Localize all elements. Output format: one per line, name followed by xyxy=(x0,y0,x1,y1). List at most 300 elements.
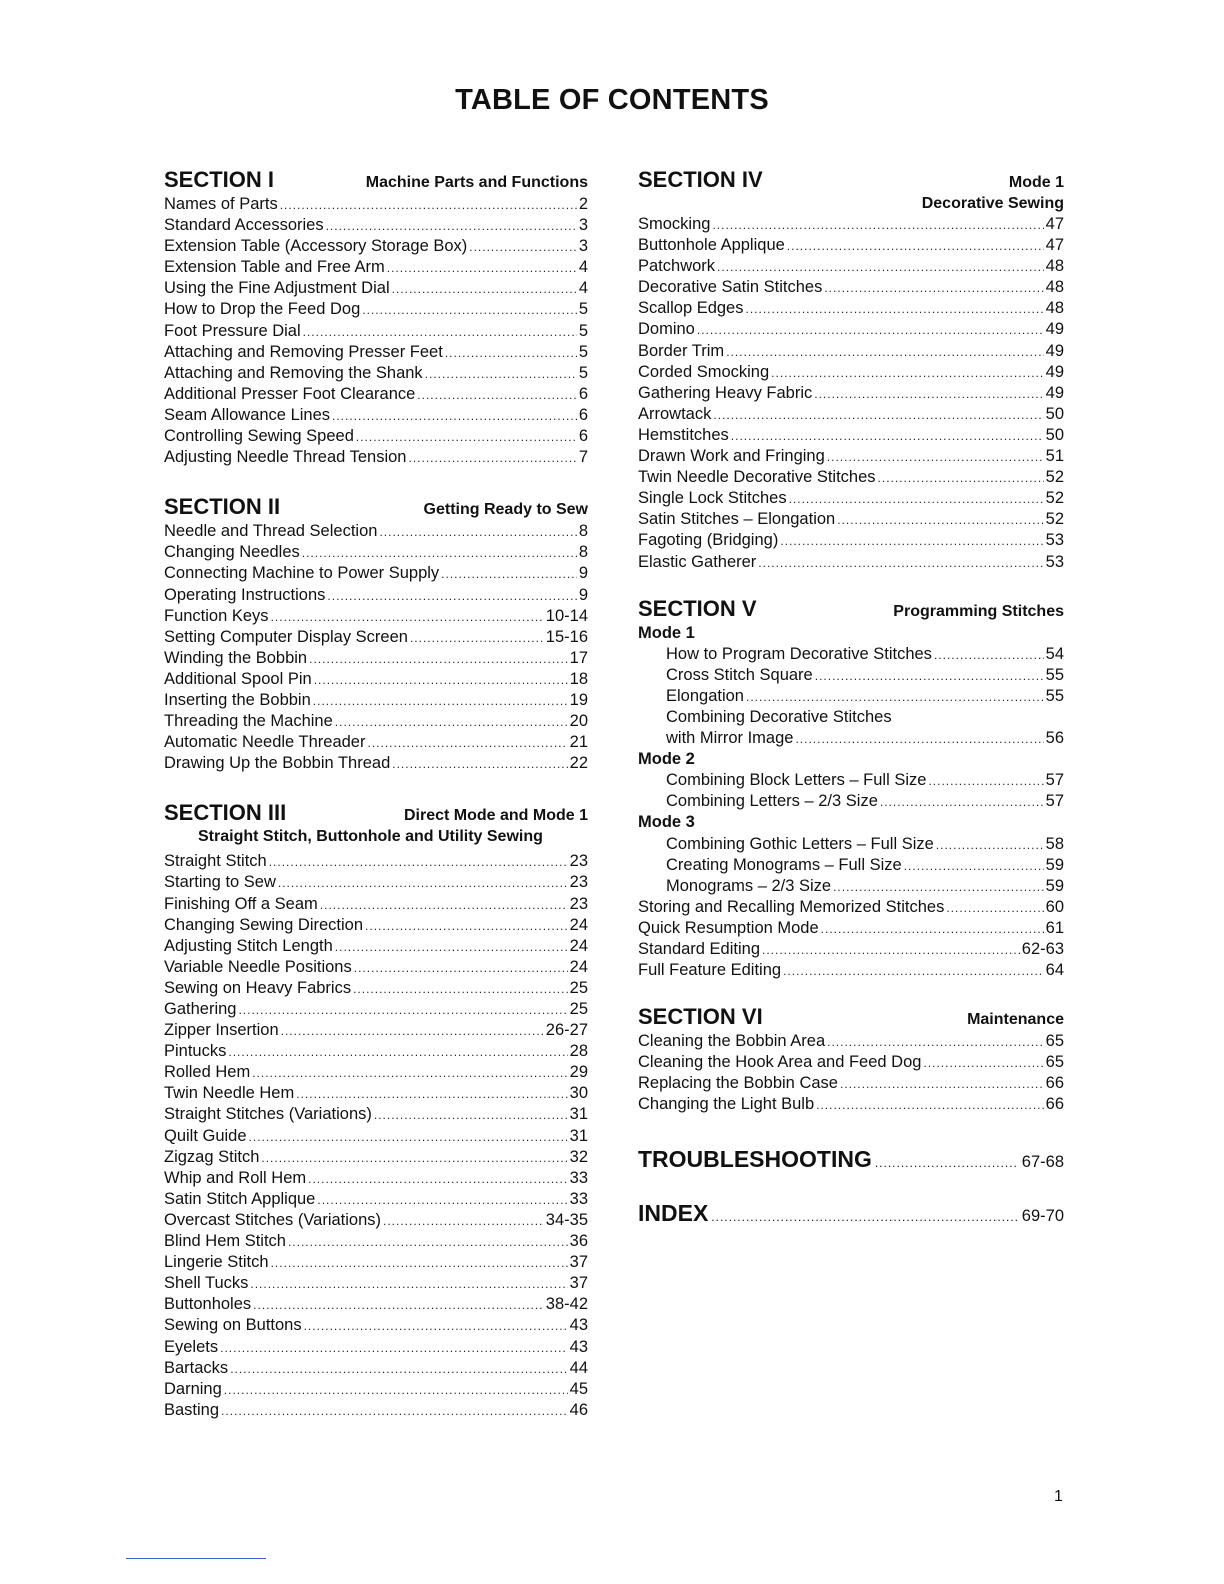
dot-leader xyxy=(280,195,577,216)
dot-leader xyxy=(746,687,1044,708)
mode-3-label: Mode 3 xyxy=(638,813,695,832)
toc-entry-label: Scallop Edges xyxy=(638,299,744,318)
toc-entry-page: 43 xyxy=(569,1316,588,1335)
toc-entry-page: 24 xyxy=(569,957,588,976)
dot-leader xyxy=(392,279,577,300)
toc-entry-label: Automatic Needle Threader xyxy=(164,733,366,752)
dot-leader xyxy=(269,852,568,873)
toc-entry-page: 23 xyxy=(569,873,588,892)
toc-entry-label: Storing and Recalling Memorized Stitches xyxy=(638,897,945,916)
toc-entry-page: 43 xyxy=(569,1337,588,1356)
toc-entry-label: Variable Needle Positions xyxy=(164,957,352,976)
toc-entry[interactable] xyxy=(164,363,588,384)
toc-entry-label: Controlling Sewing Speed xyxy=(164,427,354,446)
dot-leader xyxy=(711,1202,1019,1232)
toc-entry-label: Foot Pressure Dial xyxy=(164,321,301,340)
toc-entry-page: 47 xyxy=(1045,215,1064,233)
toc-entry-page: 7 xyxy=(578,448,588,467)
dot-leader xyxy=(220,1338,568,1359)
dot-leader xyxy=(353,979,568,1000)
toc-entry[interactable] xyxy=(164,1147,588,1168)
toc-entry-page: 37 xyxy=(569,1253,588,1272)
toc-entry-page: 49 xyxy=(1045,341,1064,360)
toc-entry[interactable] xyxy=(638,665,1064,686)
toc-entry-label: Cleaning the Hook Area and Feed Dog xyxy=(638,1053,922,1072)
toc-entry[interactable] xyxy=(164,690,588,711)
toc-entry-label: Gathering Heavy Fabric xyxy=(638,383,813,402)
toc-entry[interactable] xyxy=(638,1031,1064,1052)
toc-entry[interactable] xyxy=(638,404,1064,425)
toc-entry[interactable] xyxy=(164,1168,588,1189)
toc-entry-label: Whip and Roll Hem xyxy=(164,1168,307,1187)
toc-entry-page: 36 xyxy=(569,1232,588,1251)
toc-entry[interactable] xyxy=(164,1104,588,1125)
toc-entry-page: 53 xyxy=(1045,552,1064,571)
toc-entry[interactable] xyxy=(638,1094,1064,1115)
toc-entry-label: Bartacks xyxy=(164,1358,229,1377)
toc-entry[interactable] xyxy=(164,542,588,563)
toc-entry-label: Decorative Satin Stitches xyxy=(638,278,823,297)
toc-entry[interactable] xyxy=(164,563,588,584)
dot-leader xyxy=(746,299,1044,320)
toc-entry[interactable] xyxy=(164,299,588,320)
toc-entry-page: 22 xyxy=(569,754,588,773)
toc-entry[interactable] xyxy=(638,960,1064,981)
dot-leader xyxy=(936,835,1044,856)
toc-entry-label: Straight Stitch xyxy=(164,852,267,871)
toc-entry-label: Basting xyxy=(164,1400,220,1419)
dot-leader xyxy=(253,1295,544,1316)
toc-entry-label: Combining Letters – 2/3 Size xyxy=(666,792,878,811)
toc-entry[interactable] xyxy=(638,298,1064,319)
toc-entry[interactable] xyxy=(638,918,1064,939)
dot-leader xyxy=(327,586,576,607)
toc-entry[interactable] xyxy=(638,1052,1064,1073)
toc-entry[interactable] xyxy=(164,342,588,363)
dot-leader xyxy=(367,733,567,754)
toc-entry[interactable] xyxy=(164,1379,588,1400)
dot-leader xyxy=(780,531,1043,552)
toc-entry[interactable] xyxy=(638,834,1064,855)
toc-entry[interactable] xyxy=(164,194,588,215)
toc-entry[interactable] xyxy=(638,214,1064,235)
toc-entry-label: Patchwork xyxy=(638,257,716,276)
toc-entry[interactable] xyxy=(638,319,1064,340)
toc-entry-page: 59 xyxy=(1045,855,1064,874)
toc-entry xyxy=(638,707,1064,728)
section-5-subtitle: Programming Stitches xyxy=(893,602,1064,620)
toc-entry-page: 46 xyxy=(569,1400,588,1419)
toc-entry-page: 24 xyxy=(569,915,588,934)
dot-leader xyxy=(317,1190,567,1211)
toc-entry-label: Needle and Thread Selection xyxy=(164,522,378,541)
toc-entry-label: Buttonholes xyxy=(164,1295,252,1314)
toc-entry-page: 54 xyxy=(1045,644,1064,663)
dot-leader xyxy=(308,1169,568,1190)
toc-entry-label: Blind Hem Stitch xyxy=(164,1232,286,1251)
section-6-subtitle: Maintenance xyxy=(967,1011,1064,1029)
toc-entry[interactable] xyxy=(164,236,588,257)
toc-entry-label: Drawing Up the Bobbin Thread xyxy=(164,754,391,773)
toc-entry-page: 3 xyxy=(578,237,588,256)
dot-leader xyxy=(221,1401,568,1422)
toc-entry-page: 17 xyxy=(569,648,588,667)
left-column xyxy=(164,166,588,1421)
dot-leader xyxy=(356,427,577,448)
toc-entry-label: Creating Monograms – Full Size xyxy=(666,855,902,874)
toc-entry[interactable] xyxy=(164,1400,588,1421)
section-2-header xyxy=(164,493,588,521)
toc-entry-page: 61 xyxy=(1045,918,1064,937)
toc-entry[interactable] xyxy=(638,876,1064,897)
toc-entry-page: 37 xyxy=(569,1274,588,1293)
dot-leader xyxy=(417,385,577,406)
toc-entry-label: How to Program Decorative Stitches xyxy=(666,644,932,663)
toc-entry-label: Elongation xyxy=(666,686,744,705)
toc-entry-label: Cleaning the Bobbin Area xyxy=(638,1032,826,1051)
toc-entry-page: 5 xyxy=(578,342,588,361)
dot-leader xyxy=(374,1105,568,1126)
toc-entry-page: 57 xyxy=(1045,792,1064,811)
toc-entry-page: 5 xyxy=(578,363,588,382)
dot-leader xyxy=(250,1274,567,1295)
dot-leader xyxy=(392,754,567,775)
toc-entry-label: Monograms – 2/3 Size xyxy=(666,876,832,895)
toc-entry[interactable] xyxy=(638,644,1064,665)
toc-entry-page: 31 xyxy=(569,1105,588,1124)
dot-leader xyxy=(445,343,577,364)
dot-leader xyxy=(224,1380,568,1401)
toc-entry-label: Gathering xyxy=(164,1000,237,1018)
toc-entry[interactable] xyxy=(164,447,588,468)
toc-entry[interactable] xyxy=(164,851,588,872)
dot-leader xyxy=(228,1042,567,1063)
toc-entry-page: 9 xyxy=(578,585,588,604)
mode-2-entries xyxy=(638,770,1064,812)
section-6-header xyxy=(638,1003,1064,1031)
toc-entry[interactable] xyxy=(638,552,1064,573)
dot-leader xyxy=(787,236,1044,257)
toc-entry-page: 45 xyxy=(569,1379,588,1398)
toc-entry[interactable] xyxy=(164,384,588,405)
toc-entry[interactable] xyxy=(164,257,588,278)
toc-entry[interactable] xyxy=(164,1126,588,1147)
troubleshooting-entry[interactable] xyxy=(638,1144,1064,1174)
toc-entry[interactable] xyxy=(164,1231,588,1252)
toc-entry-label: Straight Stitches (Variations) xyxy=(164,1105,372,1124)
toc-entry-page: 34-35 xyxy=(545,1210,588,1229)
toc-entry-label: Satin Stitches – Elongation xyxy=(638,510,836,529)
toc-entry-page: 31 xyxy=(569,1126,588,1145)
dot-leader xyxy=(946,898,1043,919)
toc-entry-label: Twin Needle Decorative Stitches xyxy=(638,468,876,487)
dot-leader xyxy=(271,607,544,628)
toc-entry[interactable] xyxy=(638,383,1064,404)
section-4-entries xyxy=(638,214,1064,573)
toc-entry-label: Replacing the Bobbin Case xyxy=(638,1074,838,1093)
toc-entry[interactable] xyxy=(638,897,1064,918)
toc-entry-page: 52 xyxy=(1045,510,1064,529)
troubleshooting-page: 67-68 xyxy=(1021,1152,1064,1171)
toc-entry-label: Changing Needles xyxy=(164,543,300,562)
toc-entry-page: 56 xyxy=(1045,729,1064,748)
section-6-title: SECTION VI xyxy=(638,1004,763,1030)
toc-entry[interactable] xyxy=(164,1189,588,1210)
toc-entry-page: 66 xyxy=(1045,1095,1064,1114)
toc-entry[interactable] xyxy=(164,321,588,342)
section-4-title: SECTION IV xyxy=(638,167,763,192)
toc-entry-page: 55 xyxy=(1045,665,1064,684)
dot-leader xyxy=(335,712,568,733)
toc-entry-label: Attaching and Removing Presser Feet xyxy=(164,342,443,361)
toc-entry-page: 55 xyxy=(1045,686,1064,705)
toc-entry-page: 62-63 xyxy=(1021,940,1064,958)
toc-entry-label: Threading the Machine xyxy=(164,712,333,731)
toc-entry-page: 20 xyxy=(569,712,588,731)
dot-leader xyxy=(783,961,1044,982)
toc-entry-page: 47 xyxy=(1045,236,1064,255)
toc-entry[interactable] xyxy=(638,467,1064,488)
dot-leader xyxy=(771,363,1043,384)
dot-leader xyxy=(717,257,1044,278)
toc-entry-label: Border Trim xyxy=(638,341,725,360)
section-4-subtitle-2: Decorative Sewing xyxy=(921,195,1064,212)
toc-entry-label: Zigzag Stitch xyxy=(164,1147,260,1166)
toc-entry-label: Starting to Sew xyxy=(164,873,276,892)
toc-entry[interactable] xyxy=(638,791,1064,812)
toc-entry-page: 30 xyxy=(569,1084,588,1103)
section-1-entries xyxy=(164,194,588,468)
toc-entry-page: 58 xyxy=(1045,834,1064,853)
toc-entry[interactable] xyxy=(164,753,588,774)
toc-entry-label: Operating Instructions xyxy=(164,585,326,604)
toc-entry-page: 3 xyxy=(578,216,588,235)
toc-entry-label: Single Lock Stitches xyxy=(638,489,787,508)
toc-entry[interactable] xyxy=(638,509,1064,530)
toc-entry-page: 65 xyxy=(1045,1053,1064,1072)
dot-leader xyxy=(314,670,568,691)
dot-leader xyxy=(362,300,577,321)
dot-leader xyxy=(833,877,1044,898)
toc-entry-label: Overcast Stitches (Variations) xyxy=(164,1210,382,1229)
toc-entry-label: Inserting the Bobbin xyxy=(164,690,311,709)
toc-entry-page: 23 xyxy=(569,852,588,871)
mode-3-entries xyxy=(638,834,1064,897)
toc-entry-label: Drawn Work and Fringing xyxy=(638,447,825,466)
toc-entry-page: 2 xyxy=(578,195,588,213)
dot-leader xyxy=(904,856,1044,877)
toc-entry[interactable] xyxy=(164,1294,588,1315)
toc-entry[interactable] xyxy=(164,1020,588,1041)
mode-2-label: Mode 2 xyxy=(638,750,695,769)
toc-entry-label: Function Keys xyxy=(164,606,269,625)
toc-entry[interactable] xyxy=(638,425,1064,446)
dot-leader xyxy=(697,320,1044,341)
dot-leader xyxy=(379,522,576,543)
toc-entry-page: 38-42 xyxy=(545,1295,588,1314)
toc-entry[interactable] xyxy=(164,1337,588,1358)
toc-entry[interactable] xyxy=(164,669,588,690)
dot-leader xyxy=(303,322,577,343)
section-2-entries xyxy=(164,521,588,774)
dot-leader xyxy=(816,1095,1044,1116)
dot-leader xyxy=(252,1063,567,1084)
section-4-subtitle: Mode 1 xyxy=(1008,174,1064,191)
section-1-title: SECTION I xyxy=(164,167,275,192)
toc-entry-label: Additional Presser Foot Clearance xyxy=(164,384,416,403)
page-number: 1 xyxy=(1054,1488,1063,1505)
mode-1-label: Mode 1 xyxy=(638,623,695,642)
dot-leader xyxy=(425,364,577,385)
toc-entry[interactable] xyxy=(164,1252,588,1273)
section-1-header xyxy=(164,166,588,194)
toc-entry-page: 53 xyxy=(1045,531,1064,550)
dot-leader xyxy=(815,666,1044,687)
toc-entry[interactable] xyxy=(164,872,588,893)
toc-entry-page: 33 xyxy=(569,1189,588,1208)
dot-leader xyxy=(875,1148,1019,1178)
dot-leader xyxy=(878,468,1044,489)
toc-entry[interactable] xyxy=(164,957,588,978)
toc-entry[interactable] xyxy=(164,999,588,1020)
dot-leader xyxy=(304,1316,568,1337)
section-2-subtitle: Getting Ready to Sew xyxy=(423,501,588,519)
toc-entry[interactable] xyxy=(164,1210,588,1231)
toc-entry[interactable] xyxy=(638,362,1064,383)
toc-entry-label: Sewing on Heavy Fabrics xyxy=(164,978,352,997)
dot-leader xyxy=(934,645,1044,666)
dot-leader xyxy=(249,1127,568,1148)
toc-entry-label: Elastic Gatherer xyxy=(638,552,757,571)
dot-leader xyxy=(789,489,1044,510)
toc-entry-label: Using the Fine Adjustment Dial xyxy=(164,279,390,298)
toc-entry[interactable] xyxy=(638,446,1064,467)
dot-leader xyxy=(309,649,568,670)
toc-entry[interactable] xyxy=(638,256,1064,277)
toc-entry-page: 28 xyxy=(569,1042,588,1061)
toc-entry[interactable] xyxy=(164,894,588,915)
dot-leader xyxy=(731,426,1044,447)
toc-entry[interactable] xyxy=(638,341,1064,362)
toc-entry[interactable] xyxy=(638,488,1064,509)
toc-entry[interactable] xyxy=(164,585,588,606)
section-3-subtitle-2: Straight Stitch, Buttonhole and Utility Sewing xyxy=(198,828,543,846)
toc-entry[interactable] xyxy=(164,1062,588,1083)
toc-entry-page: 32 xyxy=(569,1147,588,1166)
toc-entry[interactable] xyxy=(164,648,588,669)
toc-entry[interactable] xyxy=(164,711,588,732)
toc-entry[interactable] xyxy=(638,855,1064,876)
section-3-title: SECTION III xyxy=(164,800,287,826)
toc-entry-label: Twin Needle Hem xyxy=(164,1084,295,1103)
toc-entry[interactable] xyxy=(164,278,588,299)
index-page: 69-70 xyxy=(1021,1206,1064,1225)
toc-entry[interactable] xyxy=(164,627,588,648)
toc-entry[interactable] xyxy=(164,915,588,936)
toc-entry-label: Darning xyxy=(164,1379,222,1398)
troubleshooting-label: TROUBLESHOOTING xyxy=(638,1145,872,1172)
toc-entry[interactable] xyxy=(164,1358,588,1379)
toc-entry[interactable] xyxy=(164,936,588,957)
dot-leader xyxy=(365,916,568,937)
dot-leader xyxy=(313,691,568,712)
section-3-entries xyxy=(164,851,588,1421)
toc-entry-label: Combining Decorative Stitches xyxy=(666,707,892,726)
toc-entry[interactable] xyxy=(638,530,1064,551)
toc-entry[interactable] xyxy=(638,235,1064,256)
dot-leader xyxy=(441,564,577,585)
toc-entry[interactable] xyxy=(164,426,588,447)
toc-entry-page: 24 xyxy=(569,936,588,955)
dot-leader xyxy=(758,553,1043,574)
toc-entry[interactable] xyxy=(164,521,588,542)
toc-entry-page: 48 xyxy=(1045,278,1064,297)
toc-entry[interactable] xyxy=(164,1041,588,1062)
toc-entry-page: 52 xyxy=(1045,489,1064,508)
toc-entry-page: 6 xyxy=(578,384,588,403)
dot-leader xyxy=(408,448,576,469)
dot-leader xyxy=(880,792,1044,813)
toc-entry[interactable] xyxy=(638,277,1064,298)
dot-leader xyxy=(713,405,1043,426)
dot-leader xyxy=(354,958,568,979)
toc-entry-label: Eyelets xyxy=(164,1337,219,1356)
toc-entry-label: Combining Block Letters – Full Size xyxy=(666,771,927,790)
footer-rule xyxy=(126,1558,266,1559)
toc-entry[interactable] xyxy=(164,1083,588,1104)
toc-entry-page: 50 xyxy=(1045,404,1064,423)
toc-entry-page: 4 xyxy=(578,279,588,298)
page-title: TABLE OF CONTENTS xyxy=(455,84,769,116)
toc-entry[interactable] xyxy=(164,215,588,236)
index-entry[interactable] xyxy=(638,1198,1064,1228)
toc-entry[interactable] xyxy=(164,1315,588,1336)
dot-leader xyxy=(726,342,1043,363)
toc-entry-page: 48 xyxy=(1045,257,1064,276)
toc-entry-label: Lingerie Stitch xyxy=(164,1253,269,1272)
toc-entry[interactable] xyxy=(638,939,1064,960)
dot-leader xyxy=(278,873,568,894)
toc-entry[interactable] xyxy=(164,606,588,627)
toc-entry[interactable] xyxy=(164,732,588,753)
toc-entry-label: Quick Resumption Mode xyxy=(638,918,819,937)
index-label: INDEX xyxy=(638,1199,709,1226)
toc-entry[interactable] xyxy=(164,978,588,999)
dot-leader xyxy=(795,729,1043,750)
toc-entry[interactable] xyxy=(638,770,1064,791)
toc-entry[interactable] xyxy=(164,1273,588,1294)
toc-entry[interactable] xyxy=(638,686,1064,707)
toc-entry[interactable] xyxy=(164,405,588,426)
toc-entry-page: 48 xyxy=(1045,299,1064,318)
toc-entry-label: Extension Table and Free Arm xyxy=(164,258,385,277)
toc-entry-label: Rolled Hem xyxy=(164,1063,251,1082)
toc-entry-page: 19 xyxy=(569,690,588,709)
toc-entry-label: How to Drop the Feed Dog xyxy=(164,300,361,319)
toc-entry-page: 8 xyxy=(578,543,588,562)
dot-leader xyxy=(302,543,577,564)
toc-entry-page: 51 xyxy=(1045,447,1064,466)
dot-leader xyxy=(320,895,568,916)
toc-entry-label: Seam Allowance Lines xyxy=(164,405,331,424)
toc-entry[interactable] xyxy=(638,1073,1064,1094)
dot-leader xyxy=(712,215,1043,236)
toc-entry[interactable] xyxy=(638,728,1064,749)
toc-entry-label: Adjusting Needle Thread Tension xyxy=(164,448,407,467)
toc-entry-page: 18 xyxy=(569,669,588,688)
toc-entry-page: 59 xyxy=(1045,876,1064,895)
dot-leader xyxy=(332,406,577,427)
